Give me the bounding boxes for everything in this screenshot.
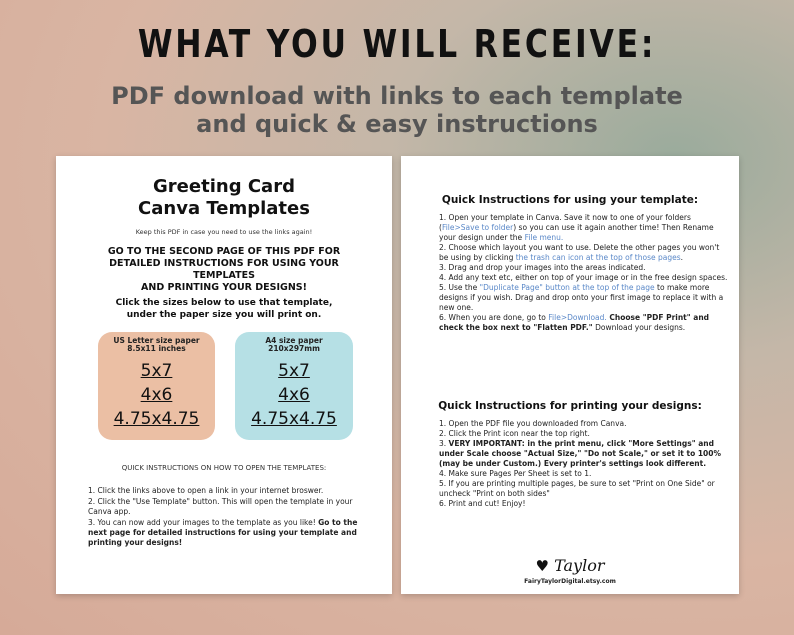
print-step-3-bold: VERY IMPORTANT: in the print menu, click "More Settings" and under Scale choose "Actual Size," "Do not Scale," or set it to 100% (may be under Custom.) Every printer's settings look different.	[439, 439, 722, 468]
using-step-1-text-2: ) so you can use it again another time! Then Rename your design under the	[439, 223, 714, 242]
using-step-2-end: .	[680, 253, 684, 262]
goto-notice	[78, 246, 370, 294]
using-step-5-text-2: to make more designs if you wish. Drag and drop onto your first image to replace it with a new one.	[439, 283, 724, 312]
a4-heading	[235, 337, 353, 353]
us-letter-heading	[98, 337, 215, 353]
us-4x6-link[interactable]: 4x6	[140, 385, 173, 405]
using-step-1-text: 1. Open your template in Canva. Save it now to one of your folders (	[439, 213, 691, 232]
using-steps-list	[439, 213, 729, 333]
using-step-2	[439, 243, 729, 263]
page-title	[56, 176, 392, 220]
signature-name: Taylor	[554, 556, 605, 575]
printing-steps-list	[439, 419, 729, 509]
hero-title: WHAT YOU WILL RECEIVE:	[137, 22, 657, 66]
us-letter-heading-line1: US Letter size paper	[113, 336, 200, 345]
goto-line3: AND PRINTING YOUR DESIGNS!	[141, 282, 307, 293]
open-step-2: 2. Click the "Use Template" button. This will open the template in your Canva app.	[88, 497, 353, 516]
save-to-folder-hint: File>Save to folder	[441, 223, 514, 232]
duplicate-page-hint: "Duplicate Page" button at the top of the page	[479, 283, 655, 292]
hero-subtitle	[0, 82, 794, 138]
open-step-3	[88, 518, 378, 548]
print-step-2: 2. Click the Print icon near the top right.	[439, 429, 590, 438]
open-step-1: 1. Click the links above to open a link in your internet broswer.	[88, 486, 324, 495]
print-step-3	[439, 439, 729, 469]
using-step-4: 4. Add any text etc, either on top of your image or in the free design spaces.	[439, 273, 728, 282]
template-links-page	[56, 156, 392, 594]
using-step-6-bold: Choose "PDF Print" and check the box next to "Flatten PDF."	[439, 313, 710, 332]
page-title-line1: Greeting Card	[153, 176, 295, 197]
heart-icon: ♥	[535, 557, 549, 575]
signature	[401, 556, 739, 575]
us-4-75x4-75-link[interactable]: 4.75x4.75	[113, 409, 200, 429]
print-step-4: 4. Make sure Pages Per Sheet is set to 1.	[439, 469, 592, 478]
open-steps-list	[88, 486, 378, 549]
print-step-1: 1. Open the PDF file you downloaded from Canva.	[439, 419, 627, 428]
quick-open-heading: QUICK INSTRUCTIONS ON HOW TO OPEN THE TEMPLATES:	[121, 464, 327, 472]
using-step-5	[439, 283, 729, 313]
hero-subtitle-line1: PDF download with links to each template	[111, 82, 683, 110]
hero-subtitle-line2: and quick & easy instructions	[196, 110, 598, 138]
a4-4-75x4-75-link[interactable]: 4.75x4.75	[251, 409, 337, 429]
using-step-6-end: Download your designs.	[592, 323, 686, 332]
using-step-6	[439, 313, 729, 333]
using-step-3: 3. Drag and drop your images into the areas indicated.	[439, 263, 646, 272]
using-template-heading: Quick Instructions for using your template:	[441, 194, 699, 206]
file-menu-hint: File menu.	[524, 233, 564, 242]
file-download-hint: File>Download.	[548, 313, 607, 322]
us-letter-heading-line2: 8.5x11 inches	[127, 344, 186, 353]
using-step-1	[439, 213, 729, 243]
shop-url: FairyTaylorDigital.etsy.com	[524, 578, 616, 585]
print-step-5: 5. If you are printing multiple pages, be sure to set "Print on One Side" or uncheck "Print on both sides"	[439, 479, 715, 498]
click-instructions	[86, 298, 362, 321]
a4-4x6-link[interactable]: 4x6	[278, 385, 310, 405]
using-step-6-text: 6. When you are done, go to	[439, 313, 549, 322]
printing-heading: Quick Instructions for printing your designs:	[438, 400, 702, 412]
keep-note: Keep this PDF in case you need to use the links again!	[135, 228, 313, 236]
open-step-3-bold: Go to the next page for detailed instructions for using your template and printing your designs!	[88, 518, 358, 547]
click-line2: under the paper size you will print on.	[126, 309, 322, 320]
page-title-line2: Canva Templates	[138, 198, 310, 219]
click-line1: Click the sizes below to use that template,	[115, 298, 333, 308]
goto-line2: DETAILED INSTRUCTIONS FOR USING YOUR TEMPLATES	[109, 258, 339, 281]
a4-box	[235, 332, 353, 440]
using-step-2-text: 2. Choose which layout you want to use. Delete the other pages you won't be using by clicking	[439, 243, 720, 262]
us-letter-box	[98, 332, 215, 440]
a4-5x7-link[interactable]: 5x7	[278, 361, 310, 381]
print-step-6: 6. Print and cut! Enjoy!	[439, 499, 526, 508]
a4-heading-line2: 210x297mm	[268, 344, 320, 353]
us-5x7-link[interactable]: 5x7	[140, 361, 173, 381]
instructions-page	[401, 156, 739, 594]
goto-line1: GO TO THE SECOND PAGE OF THIS PDF FOR	[107, 246, 341, 257]
trash-icon-hint: the trash can icon at the top of those pages	[515, 253, 681, 262]
print-step-3-num: 3.	[439, 439, 449, 448]
using-step-5-text: 5. Use the	[439, 283, 480, 292]
open-step-3-text: 3. You can now add your images to the template as you like!	[88, 518, 319, 527]
a4-heading-line1: A4 size paper	[265, 336, 323, 345]
